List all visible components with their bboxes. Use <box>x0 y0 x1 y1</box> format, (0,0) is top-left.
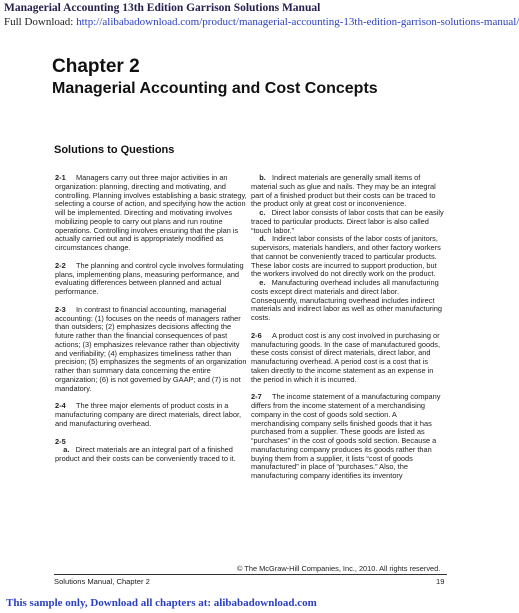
answer-text: Direct labor consists of labor costs that can be easily traced to particular products. Direct labor is also called “touch labor.” <box>251 208 444 235</box>
download-line <box>4 16 519 28</box>
section-heading: Solutions to Questions <box>54 144 175 156</box>
footer-manual-label: Solutions Manual, Chapter 2 <box>54 577 150 586</box>
answer-2-5-a <box>55 446 251 464</box>
question-2-3 <box>55 306 251 394</box>
question-number: 2-7 <box>251 392 262 402</box>
question-2-4 <box>55 402 251 428</box>
answer-text: Managers carry out three major activities in an organization: planning, directing and motivating, and controlling. Planning involves establishing a basic strategy, selecting a course of action, and specifying how the action will be implemented. Directing and motivating involves mobilizing people to carry out plans and run routine operations. Controlling involves ensuring that the plan is actually carried out and is appropriately modified as circumstances change. <box>55 173 247 252</box>
answer-text: Manufacturing overhead includes all manufacturing costs except direct materials and direct labor. Consequently, manufacturing overhead includes indirect materials and indirect labor as well as other manufacturing costs. <box>251 278 443 322</box>
answer-text: Indirect materials are generally small items of material such as glue and nails. They may be an integral part of a finished product but their costs can be traced to the product only at great cost or inconvenience. <box>251 173 436 209</box>
question-number: 2-1 <box>55 173 66 182</box>
answer-2-5-b <box>251 174 445 209</box>
right-column <box>251 174 445 490</box>
chapter-title: Managerial Accounting and Cost Concepts <box>52 80 378 97</box>
question-number: 2-4 <box>55 401 66 411</box>
download-label: Full Download: <box>4 16 77 28</box>
answer-2-5-c <box>251 209 445 235</box>
answer-text: Direct materials are an integral part of a finished product and their costs can be conveniently traced to it. <box>55 445 236 463</box>
download-link[interactable]: http://alibabadownload.com/product/managerial-accounting-13th-edition-garrison-solutions-manual/ <box>76 16 519 28</box>
question-number: 2-5 <box>55 436 66 446</box>
answer-2-5-d <box>251 235 445 279</box>
answer-text: A product cost is any cost involved in purchasing or manufacturing goods. In the case of manufactured goods, these costs consist of direct materials, direct labor, and manufacturing overhead. A period cost is a cost that is taken directly to the income statement as an expense in the period in which it is incurred. <box>251 330 440 384</box>
chapter-number: Chapter 2 <box>52 56 140 77</box>
question-number: 2-6 <box>251 330 262 340</box>
page-number: 19 <box>436 577 445 586</box>
document-header-title: Managerial Accounting 13th Edition Garrison Solutions Manual <box>4 2 321 14</box>
item-label: c. <box>259 208 266 217</box>
answer-2-5-e <box>251 279 445 323</box>
question-2-2 <box>55 262 251 297</box>
sample-notice: This sample only, Download all chapters at: alibabadownload.com <box>6 597 317 609</box>
item-label: d. <box>259 234 266 244</box>
footer-divider <box>54 574 447 575</box>
answer-text: The planning and control cycle involves formulating plans, implementing plans, measuring performance, and evaluating differences between planned and actual performance. <box>55 260 244 296</box>
item-label: b. <box>259 173 266 182</box>
question-2-6 <box>251 332 445 385</box>
question-2-1 <box>55 174 251 253</box>
question-number: 2-2 <box>55 260 66 270</box>
copyright-notice: © The McGraw-Hill Companies, Inc., 2010. All rights reserved. <box>237 564 441 573</box>
question-2-7 <box>251 393 445 481</box>
answer-text: Indirect labor consists of the labor costs of janitors, supervisors, materials handlers, and other factory workers that cannot be conveniently traced to particular products. These labor costs are incurred to support production, but the workers involved do not directly work on the product. <box>251 234 441 279</box>
left-column <box>55 174 251 473</box>
question-number: 2-3 <box>55 304 66 314</box>
answer-text: The income statement of a manufacturing company differs from the income statement of a merchandising company in the cost of goods sold section. A merchandising company sells finished goods that it has purchased from a supplier. These goods are listed as “purchases” in the cost of goods sold section. Because a manufacturing company produces its goods rather than buying them from a supplier, it lists “cost of goods manufactured” in place of “purchases.” Also, the manufacturing company identifies its inventory <box>251 392 441 480</box>
answer-text: The three major elements of product costs in a manufacturing company are direct materials, direct labor, and manufacturing overhead. <box>55 401 242 428</box>
answer-text: In contrast to financial accounting, managerial accounting: (1) focuses on the needs of managers rather than outsiders; (2) emphasizes decisions affecting the future rather than the financial consequences of past actions; (3) emphasizes relevance rather than objectivity and verifiability; (4) emphasizes timeliness rather than precision; (5) emphasizes the segments of an organization rather than summary data concerning the entire organization; (6) is not governed by GAAP; and (7) is not mandatory. <box>55 304 247 393</box>
item-label: a. <box>63 445 70 455</box>
item-label: e. <box>259 278 266 287</box>
